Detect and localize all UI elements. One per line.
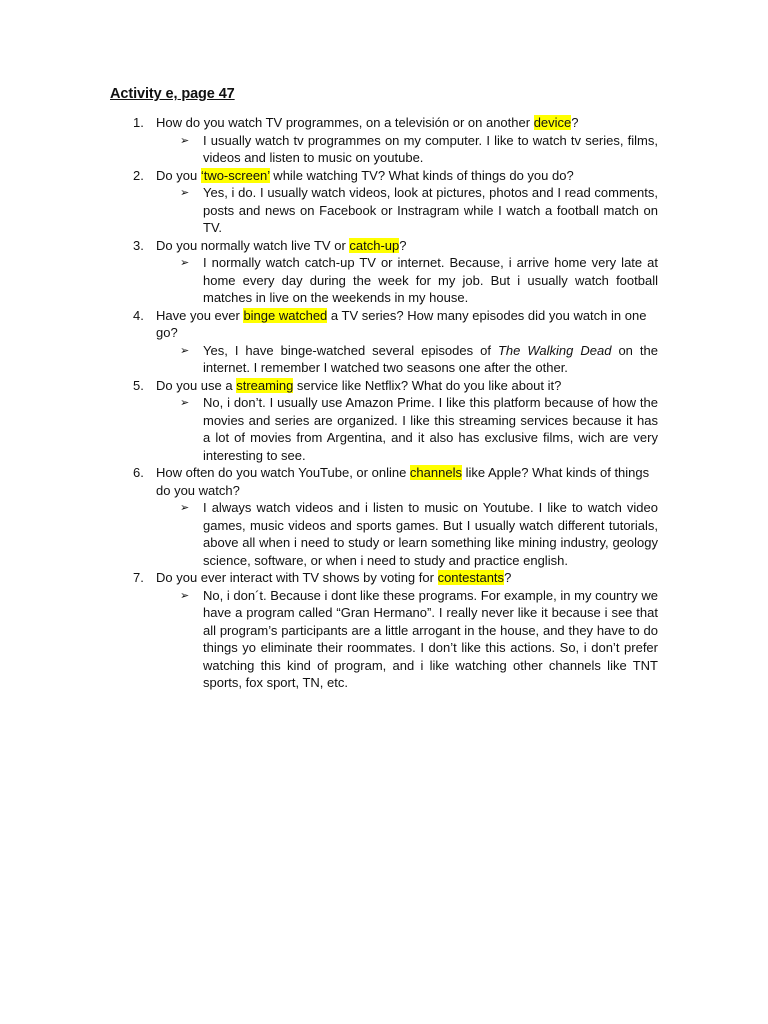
answer-item	[133, 394, 658, 464]
arrow-bullet-icon: ➢	[180, 256, 190, 269]
page-title: Activity e, page 47	[110, 86, 235, 102]
question-item	[133, 569, 658, 587]
question-list	[133, 114, 658, 692]
question-segment: How often do you watch YouTube, or online	[156, 465, 410, 480]
italic-title: The Walking Dead	[497, 342, 612, 358]
answer-segment: I usually watch tv programmes on my computer. I like to watch tv series, films, videos and listen to music on youtube.	[203, 132, 658, 165]
answer-text	[133, 254, 658, 307]
question-item	[133, 464, 658, 499]
question-segment: Do you normally watch live TV or	[156, 237, 350, 253]
question-segment: ?	[504, 570, 512, 585]
question-text	[133, 377, 658, 395]
question-item	[133, 114, 658, 132]
question-item	[133, 237, 658, 255]
highlighted-term: streaming	[236, 377, 294, 393]
question-item	[133, 167, 658, 185]
question-number: 3.	[133, 237, 144, 253]
question-text	[133, 114, 658, 132]
highlighted-term: binge watched	[243, 307, 328, 323]
answer-text	[133, 184, 658, 237]
question-number: 6.	[133, 465, 144, 480]
arrow-bullet-icon: ➢	[180, 186, 190, 199]
answer-text	[133, 342, 658, 377]
answer-item	[133, 254, 658, 307]
question-number: 4.	[133, 307, 144, 323]
question-text	[133, 464, 658, 499]
question-number: 5.	[133, 377, 144, 393]
question-segment: Do you ever interact with TV shows by voting for	[156, 570, 438, 585]
answer-segment: I normally watch catch-up TV or internet. Because, i arrive home very late at home every day during the week for my job. But i usually watch football matches in live on the weekends in my house.	[203, 255, 658, 305]
question-segment: Do you	[156, 167, 201, 183]
question-number: 1.	[133, 115, 144, 130]
answer-segment: I always watch videos and i listen to music on Youtube. I like to watch video games, music videos and sports games. But I usually watch different tutorials, above all when i need to study or learn something like mining industry, geology science, software, or when i need to study and practice english.	[203, 500, 658, 568]
question-segment: How do you watch TV programmes, on a televisión or on another	[156, 115, 534, 130]
answer-segment: No, i don’t. I usually use Amazon Prime. I like this platform because of how the movies and series are organized. I like this streaming services because it has a lot of movies from Argentina, and it also has exclusive films, wich are very interesting to see.	[203, 395, 658, 463]
question-segment: service like Netflix? What do you like about it?	[293, 377, 562, 393]
answer-item	[133, 184, 658, 237]
question-text	[133, 569, 658, 587]
answer-segment: Yes, i do. I usually watch videos, look at pictures, photos and I read comments, posts and news on Facebook or Instragram while I watch a football match on TV.	[203, 185, 658, 235]
question-item	[133, 377, 658, 395]
answer-item	[133, 587, 658, 692]
question-item	[133, 307, 658, 342]
arrow-bullet-icon: ➢	[180, 133, 190, 147]
question-segment: Have you ever	[156, 307, 244, 323]
answer-segment: Yes, I have binge-watched several episodes of	[203, 342, 498, 358]
question-segment: ?	[399, 237, 407, 253]
question-segment: like Apple? What kinds of things do you watch?	[156, 465, 650, 498]
question-text	[133, 307, 658, 342]
highlighted-term: device	[533, 115, 572, 130]
highlighted-term: catch-up	[349, 237, 400, 253]
answer-segment: No, i don´t. Because i dont like these programs. For example, in my country we have a program called “Gran Hermano”. I really never like it because i see that all program’s participants are a little arrogant in the house, and they have to do things yo eliminate their roommates. I don’t like this actions. So, i don’t prefer watching this kind of program, and i like watching other channels like TNT sports, fox sport, TN, etc.	[203, 587, 658, 690]
answer-text	[133, 587, 658, 692]
arrow-bullet-icon: ➢	[180, 343, 190, 357]
arrow-bullet-icon: ➢	[180, 501, 190, 514]
highlighted-term: channels	[409, 465, 462, 480]
arrow-bullet-icon: ➢	[180, 588, 190, 602]
question-number: 2.	[133, 167, 144, 183]
answer-text	[133, 499, 658, 569]
answer-item	[133, 342, 658, 377]
question-text	[133, 167, 658, 185]
highlighted-term: ‘two-screen’	[200, 167, 270, 183]
question-number: 7.	[133, 570, 144, 585]
question-segment: Do you use a	[156, 377, 237, 393]
answer-item	[133, 499, 658, 569]
question-segment: a TV series? How many episodes did you watch in one go?	[156, 307, 647, 340]
question-segment: ?	[571, 115, 579, 130]
arrow-bullet-icon: ➢	[180, 396, 190, 409]
answer-text	[133, 132, 658, 167]
answer-segment: on the internet. I remember I watched two seasons one after the other.	[203, 342, 658, 375]
highlighted-term: contestants	[437, 570, 505, 585]
answer-text	[133, 394, 658, 464]
answer-item	[133, 132, 658, 167]
question-text	[133, 237, 658, 255]
question-segment: while watching TV? What kinds of things do you do?	[269, 167, 574, 183]
